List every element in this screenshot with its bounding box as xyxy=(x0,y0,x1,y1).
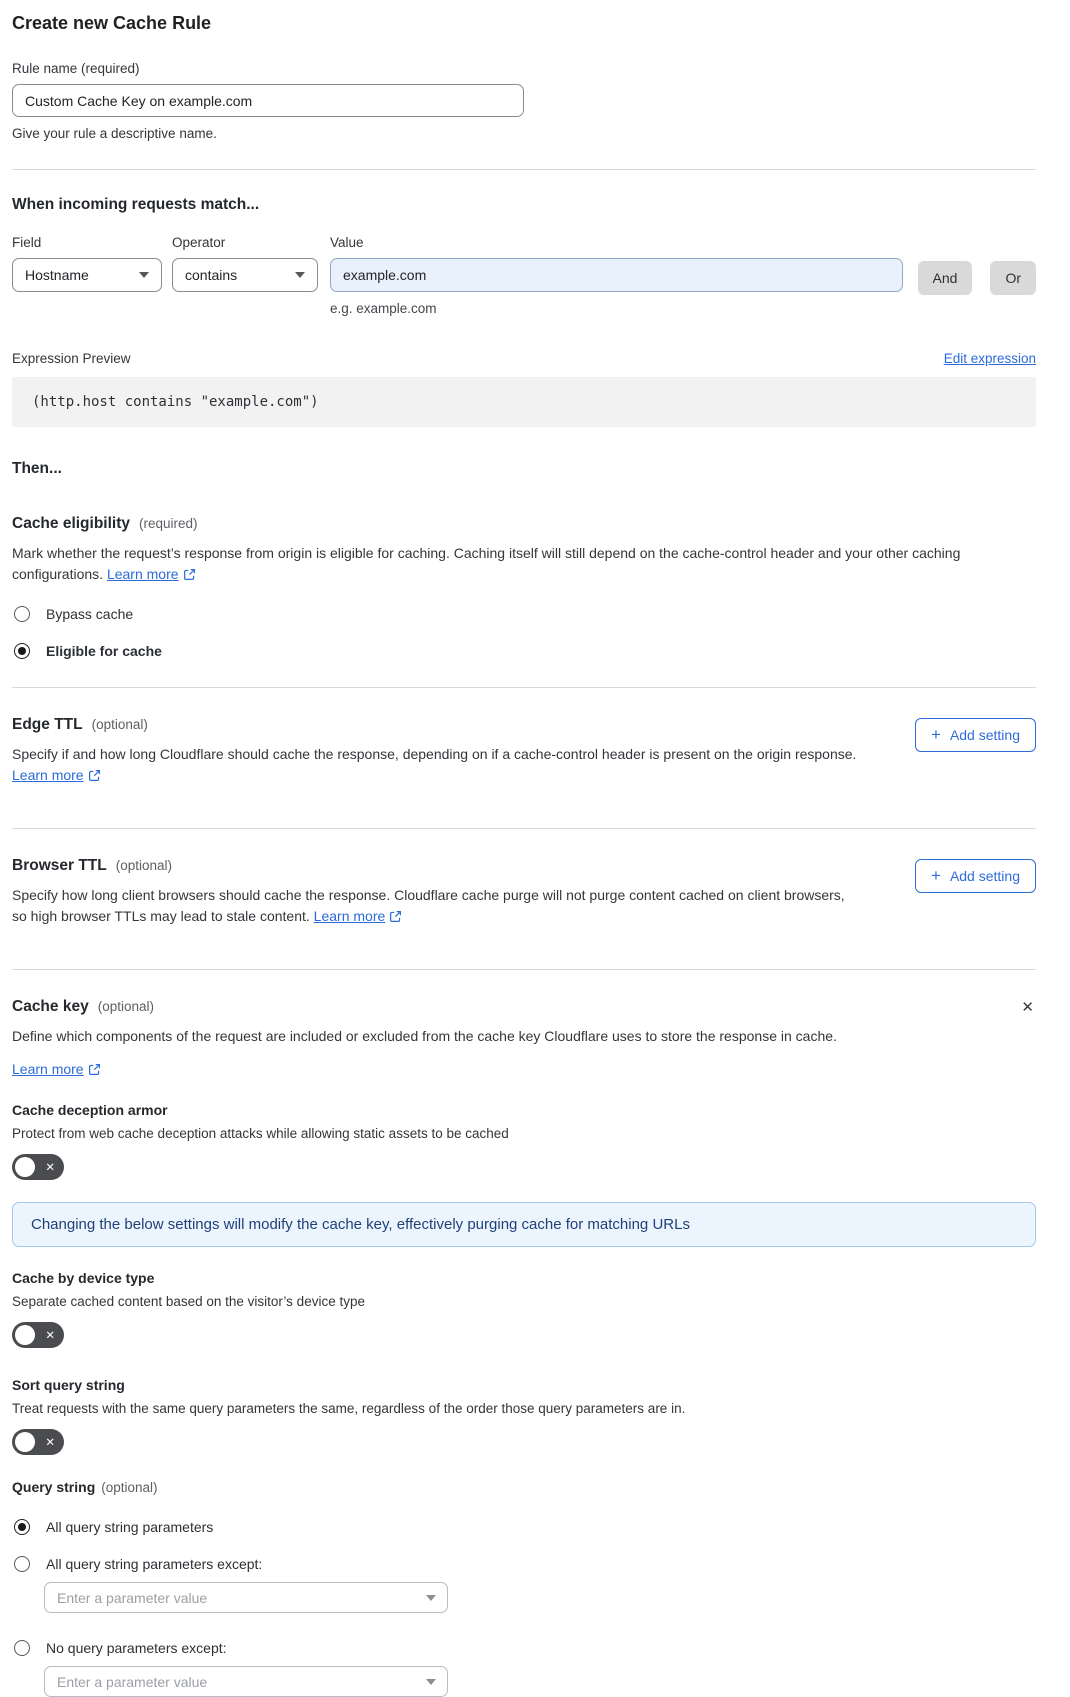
optional-suffix: (optional) xyxy=(115,858,173,873)
expression-builder-row xyxy=(12,235,1036,316)
cache-key-section xyxy=(12,998,1036,1697)
expression-preview-label: Expression Preview xyxy=(12,351,131,366)
optional-suffix: (optional) xyxy=(91,717,148,732)
browser-ttl-add-setting-button[interactable]: + Add setting xyxy=(915,859,1036,893)
sort-query-string-title: Sort query string xyxy=(12,1377,125,1393)
optional-suffix: (optional) xyxy=(101,1480,158,1495)
required-suffix: (required) xyxy=(139,516,198,531)
divider xyxy=(12,169,1036,170)
toggle-knob xyxy=(15,1157,35,1177)
value-label: Value xyxy=(330,235,364,250)
except-parameter-input[interactable] xyxy=(44,1582,448,1613)
match-heading: When incoming requests match... xyxy=(12,196,260,213)
browser-ttl-description: Specify how long client browsers should cache the response. Cloudflare cache purge will not purge content cached on client browsers, so high browser TTLs may lead to stale content. Learn more xyxy=(12,887,845,924)
field-select[interactable] xyxy=(12,258,162,292)
radio-bypass-cache[interactable] xyxy=(12,606,1036,622)
cache-by-device-type-description: Separate cached content based on the visitor’s device type xyxy=(12,1294,365,1309)
rule-name-input[interactable] xyxy=(12,84,524,117)
edit-expression-link[interactable]: Edit expression xyxy=(943,351,1036,366)
sort-query-string-toggle[interactable] xyxy=(12,1429,64,1455)
operator-select[interactable] xyxy=(172,258,318,292)
divider xyxy=(12,969,1036,970)
value-hint: e.g. example.com xyxy=(330,301,437,316)
radio-icon xyxy=(14,643,30,659)
cache-eligibility-section xyxy=(12,515,1036,659)
radio-icon xyxy=(14,1556,30,1572)
value-input[interactable] xyxy=(330,258,903,292)
browser-ttl-title: Browser TTL xyxy=(12,857,107,874)
radio-eligible-for-cache[interactable] xyxy=(12,643,1036,659)
expression-preview-code: (http.host contains "example.com") xyxy=(12,377,1036,427)
chevron-down-icon xyxy=(139,272,149,278)
radio-icon xyxy=(14,1519,30,1535)
page-title: Create new Cache Rule xyxy=(12,13,212,33)
field-select-value: Hostname xyxy=(25,267,89,283)
learn-more-link[interactable]: Learn more xyxy=(313,908,386,924)
cache-deception-armor-toggle[interactable] xyxy=(12,1154,64,1180)
condition-buttons xyxy=(918,261,1036,295)
radio-icon xyxy=(14,606,30,622)
edge-ttl-description: Specify if and how long Cloudflare should cache the response, depending on if a cache-control header is present on the origin response. Learn more xyxy=(12,746,857,783)
radio-no-query-parameters-except[interactable] xyxy=(12,1640,1036,1656)
cache-key-warning-banner: Changing the below settings will modify the cache key, effectively purging cache for matching URLs xyxy=(12,1202,1036,1247)
operator-column xyxy=(172,235,318,292)
create-cache-rule-page xyxy=(12,0,1036,1697)
cache-key-description: Define which components of the request are included or excluded from the cache key Cloudflare uses to store the response in cache. xyxy=(12,1028,837,1044)
cache-deception-armor-description: Protect from web cache deception attacks while allowing static assets to be cached xyxy=(12,1126,509,1141)
learn-more-link[interactable]: Learn more xyxy=(12,767,84,783)
except-parameter-field xyxy=(44,1582,448,1613)
then-heading: Then... xyxy=(12,460,62,477)
cache-by-device-type-title: Cache by device type xyxy=(12,1270,155,1286)
sort-query-string-description: Treat requests with the same query parameters the same, regardless of the order those query parameters are in. xyxy=(12,1401,686,1416)
close-icon[interactable]: ✕ xyxy=(1021,999,1034,1016)
edge-ttl-title: Edge TTL xyxy=(12,716,83,733)
toggle-off-icon: ✕ xyxy=(45,1437,55,1449)
plus-icon: + xyxy=(931,865,941,885)
no-query-parameter-field xyxy=(44,1666,448,1697)
rule-name-help: Give your rule a descriptive name. xyxy=(12,126,217,141)
edge-ttl-add-setting-button[interactable]: + Add setting xyxy=(915,718,1036,752)
chevron-down-icon xyxy=(426,1679,436,1685)
learn-more-link[interactable]: Learn more xyxy=(12,1061,84,1077)
external-link-icon xyxy=(88,1063,101,1080)
divider xyxy=(12,687,1036,688)
edge-ttl-section xyxy=(12,716,1036,800)
cache-eligibility-title: Cache eligibility xyxy=(12,515,131,532)
or-button[interactable]: Or xyxy=(990,261,1036,295)
radio-icon xyxy=(14,1640,30,1656)
toggle-off-icon: ✕ xyxy=(45,1330,55,1342)
external-link-icon xyxy=(88,769,101,785)
and-button[interactable]: And xyxy=(918,261,973,295)
radio-label: All query string parameters xyxy=(46,1519,214,1535)
radio-label: Eligible for cache xyxy=(46,643,162,659)
cache-key-title: Cache key xyxy=(12,998,89,1015)
rule-name-section xyxy=(12,61,1036,141)
learn-more-link[interactable]: Learn more xyxy=(106,566,179,582)
cache-deception-armor-title: Cache deception armor xyxy=(12,1102,168,1118)
radio-all-query-string-parameters-except[interactable] xyxy=(12,1556,1036,1572)
cache-eligibility-description: Mark whether the request’s response from origin is eligible for caching. Caching itself will still depend on the cache-control header and your other caching configurations. Learn more xyxy=(12,545,961,582)
radio-all-query-string-parameters[interactable] xyxy=(12,1519,1036,1535)
toggle-off-icon: ✕ xyxy=(45,1162,55,1174)
browser-ttl-section xyxy=(12,857,1036,941)
external-link-icon xyxy=(389,910,402,926)
value-column xyxy=(330,235,903,316)
radio-label: No query parameters except: xyxy=(46,1640,227,1656)
toggle-knob xyxy=(15,1325,35,1345)
plus-icon: + xyxy=(931,724,941,744)
chevron-down-icon xyxy=(426,1595,436,1601)
chevron-down-icon xyxy=(295,272,305,278)
field-column xyxy=(12,235,162,292)
query-string-title: Query string xyxy=(12,1479,96,1495)
divider xyxy=(12,828,1036,829)
operator-label: Operator xyxy=(172,235,226,250)
toggle-knob xyxy=(15,1432,35,1452)
radio-label: Bypass cache xyxy=(46,606,134,622)
operator-select-value: contains xyxy=(185,267,238,283)
field-label: Field xyxy=(12,235,42,250)
rule-name-label: Rule name (required) xyxy=(12,61,140,76)
expression-preview-header xyxy=(12,351,1036,366)
optional-suffix: (optional) xyxy=(97,999,154,1014)
external-link-icon xyxy=(183,568,196,584)
no-query-parameter-input[interactable] xyxy=(44,1666,448,1697)
cache-by-device-type-toggle[interactable] xyxy=(12,1322,64,1348)
radio-label: All query string parameters except: xyxy=(46,1556,263,1572)
